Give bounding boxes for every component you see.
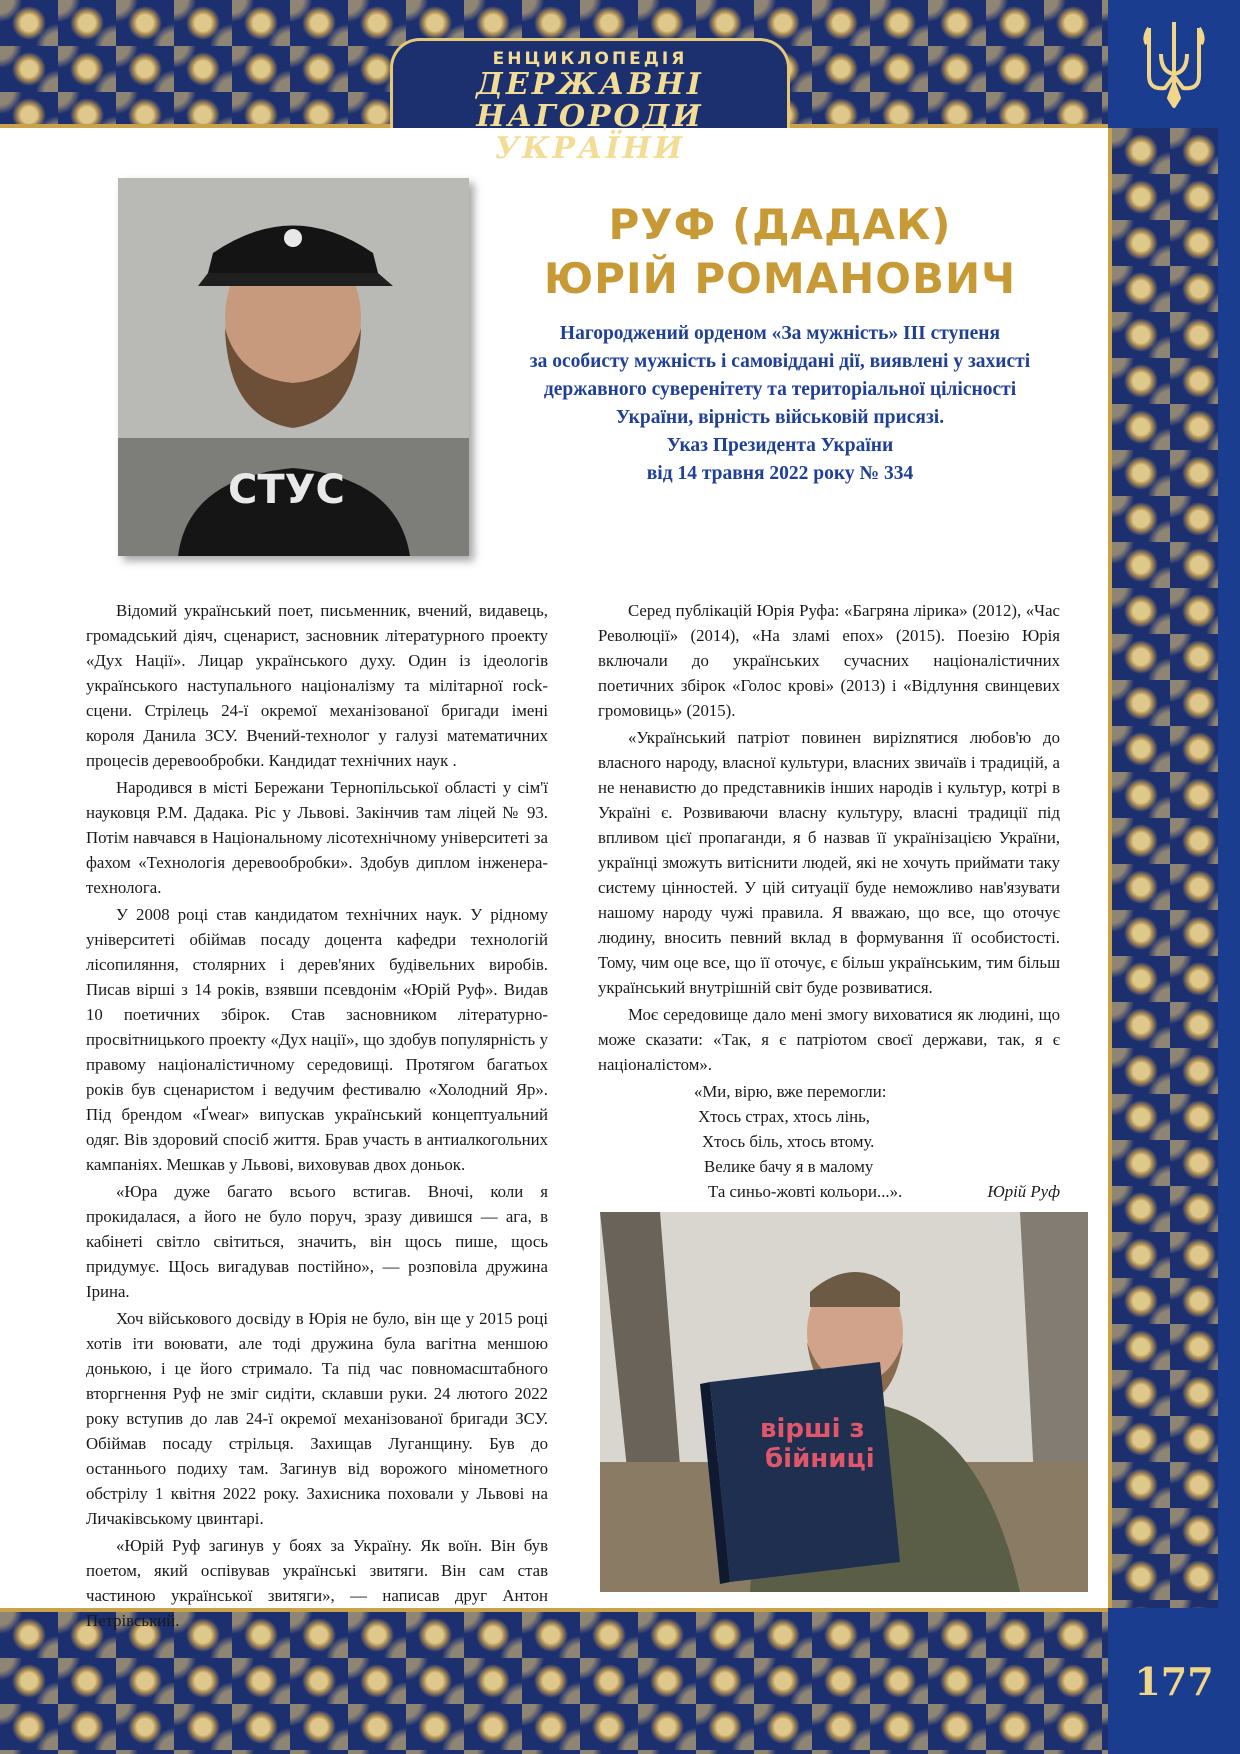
ornament-right-border	[1108, 128, 1218, 1608]
paragraph: Хоч військового досвіду в Юрія не було, він ще у 2015 році хотів іти воювати, але тоді дружина була вагітна меншою донькою, і це його стримало. Та під час повномасштабного вторгнення Руф не зміг сидіти, склавши руки. 24 лютого 2022 року вступив до лав 24-ї окремої механізованої бригади ЗСУ. Обіймав посаду стрільця. Захищав Луганщину. Був до останнього подиху там. Загинув від ворожого мінометного обстрілу 1 квітня 2022 року. Захисника поховали у Львові на Личаківському цвинтарі.	[86, 1309, 548, 1528]
poem-line: Та синьо-жовті кольори...».	[708, 1182, 903, 1201]
poem-line: Хтось страх, хтось лінь,	[698, 1107, 870, 1126]
svg-text:СТУС: СТУС	[228, 467, 345, 513]
poem-line: Хтось біль, хтось втому.	[702, 1132, 875, 1151]
award-line: за особисту мужність і самовіддані дії, виявлені у захисті	[529, 351, 1031, 372]
award-description	[500, 320, 1060, 488]
award-line: державного суверенітету та територіальної цілісності	[543, 379, 1017, 400]
paragraph: Народився в місті Бережани Тернопільської області у сім'ї науковця Р.М. Дадака. Ріс у Львові. Закінчив там ліцей № 93. Потім навчався в Національному лісотехнічному університеті за фахом «Технологія деревообробки». Здобув диплом інженера-технолога.	[86, 778, 548, 897]
biography-right-column	[598, 598, 1060, 1204]
corner-trident-box	[1108, 0, 1240, 128]
award-line: від 14 травня 2022 року № 334	[646, 463, 914, 484]
award-line: Нагороджений орденом «За мужність» ІІІ ступеня	[559, 323, 1001, 344]
svg-text:вірші з: вірші з	[760, 1414, 865, 1444]
encyclopedia-header	[390, 38, 790, 166]
paragraph: «Юрій Руф загинув у боях за Україну. Як воїн. Він був поетом, який оспівував українські звитяги. Він сам став частиною української звитяги», — написав друг Антон Петрівський.	[86, 1536, 548, 1630]
paragraph: У 2008 році став кандидатом технічних наук. У рідному університеті обіймав посаду доцента кафедри технологій лісопиляння, столярних і дерев'яних будівельних виробів. Писав вірші з 14 років, взявши псевдонім «Юрій Руф». Видав 10 поетичних збірок. Став засновником літературно-просвітницького проекту «Дух нації», що здобув популярність у правому націоналістичному середовищі. Протягом багатьох років був сценаристом і ведучим фестивалю «Холодний Яр». Під брендом «Ґwear» випускав український концептуальний одяг. Вів здоровий спосіб життя. Брав участь в антиалкогольних кампаніях. Мешкав у Львові, виховував двох доньок.	[86, 905, 548, 1174]
page-number: 177	[1134, 1658, 1214, 1704]
poem-signature: Юрій Руф	[987, 1182, 1060, 1201]
soldier-with-book-photo	[600, 1212, 1088, 1592]
page-number-box	[1108, 1608, 1240, 1754]
right-edge-strip	[1218, 128, 1240, 1608]
trident-icon	[1139, 14, 1209, 114]
encyclopedia-label: ЕНЦИКЛОПЕДІЯ	[492, 49, 688, 69]
award-line: Указ Президента України	[666, 435, 894, 456]
paragraph: «Юра дуже багато всього встигав. Вночі, коли я прокидалася, а його не було поруч, зразу дивишся — ага, в кабінеті світло світиться, значить, він щось пише, щось придумує. Щось вигадував постійно», — розповіла дружина Ірина.	[86, 1182, 548, 1301]
person-name	[520, 198, 1040, 306]
person-name-line2: ЮРІЙ РОМАНОВИЧ	[543, 254, 1017, 303]
poem	[598, 1079, 1060, 1204]
paragraph: Відомий український поет, письменник, вчений, видавець, громадський діяч, сценарист, засновник літературного проекту «Дух Нації». Лицар українського духу. Один із ідеологів українського наступального націоналізму та мілітарної rock-сцени. Стрілець 24-ї окремої механізованої бригади імені короля Данила ЗСУ. Вчений-технолог у галузі математичних процесів деревообробки. Кандидат технічних наук .	[86, 601, 548, 770]
award-line: України, вірність військовій присязі.	[615, 407, 945, 428]
svg-text:бійниці: бійниці	[765, 1444, 875, 1474]
paragraph: «Український патріот повинен виріznятися любов'ю до власного народу, власної культури, власних звичаїв і традицій, а не ненавистю до представників інших народів і культур, котрі в Україні є. Розвиваючи власну культуру, власні традиції під впливом цієї пропаганди, я б назвав її українізацією України, українці зможуть витіснити людей, які не хочуть приймати таку систему цінностей. У цій ситуації буде неможливо нав'язувати нашому народу чужі правила. Я вважаю, що все, що оточує людину, вносить певний вклад в формування її особистості. Тому, чим оце все, що її оточує, є більш українським, тим більш український внутрішній світ буде розвиватися.	[598, 728, 1060, 997]
portrait-photo	[118, 178, 469, 556]
paragraph: Моє середовище дало мені змогу виховатися як людині, що може сказати: «Так, я є патріотом своєї держави, так, я є націоналістом».	[598, 1005, 1060, 1074]
paragraph: Серед публікацій Юрія Руфа: «Багряна лірика» (2012), «Час Революції» (2014), «На зламі епох» (2015). Поезію Юрія включали до українських сучасних націоналістичних поетичних збірок «Голос крові» (2013) і «Відлуння свинцевих громовиць» (2015).	[598, 601, 1060, 720]
person-name-line1: РУФ (ДАДАК)	[608, 200, 952, 249]
header-title-line2: УКРАЇНИ	[494, 131, 686, 166]
biography-left-column	[86, 598, 548, 1635]
header-title-line1: ДЕРЖАВНІ НАГОРОДИ	[476, 67, 704, 134]
poem-line: Велике бачу я в малому	[704, 1157, 874, 1176]
poem-line: «Ми, вірю, вже перемогли:	[694, 1082, 887, 1101]
